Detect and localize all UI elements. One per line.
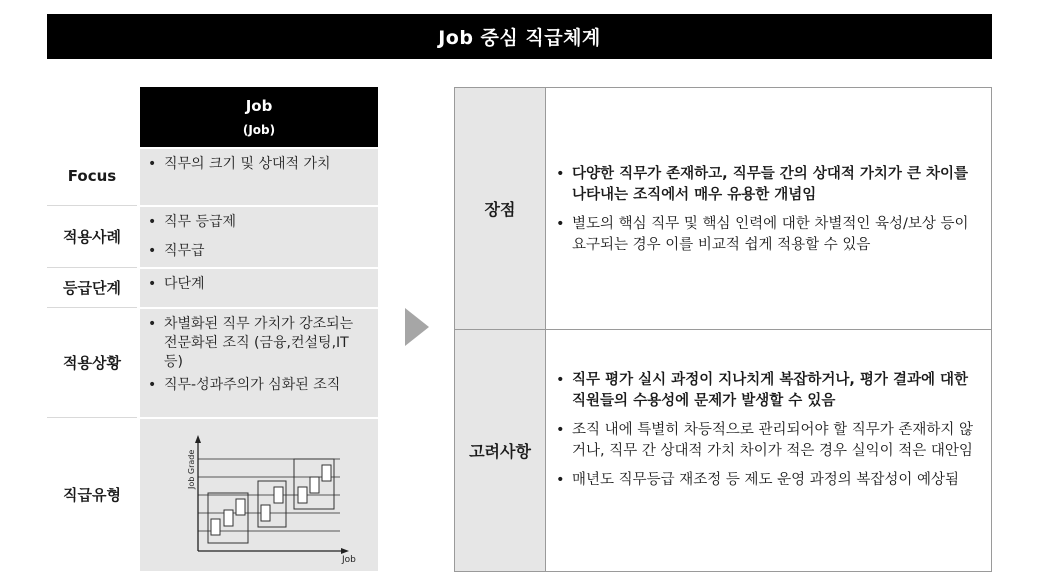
row-cell xyxy=(140,307,378,417)
row-cell xyxy=(140,267,378,307)
pros-cons-table xyxy=(454,87,992,572)
section-body-pros xyxy=(546,164,991,264)
list-item: • 직무급 xyxy=(148,243,205,259)
row-cell xyxy=(140,417,378,571)
job-group-1 xyxy=(208,493,248,543)
job-group-3 xyxy=(294,459,334,509)
page-title: Job 중심 직급체계 xyxy=(47,14,992,59)
section-label-pros: 장점 xyxy=(455,88,546,329)
job-group-2 xyxy=(258,481,286,527)
list-item: • 매년도 직무등급 재조정 등 제도 운영 과정의 복잡성이 예상됨 xyxy=(556,472,960,488)
row-cases xyxy=(47,205,378,267)
list-item: • 직무-성과주의가 심화된 조직 xyxy=(148,377,341,393)
row-cell xyxy=(140,205,378,267)
y-axis-arrow xyxy=(195,435,201,443)
row-situation xyxy=(47,307,378,417)
row-label: 직급유형 xyxy=(47,417,137,571)
row-label: 등급단계 xyxy=(47,267,137,307)
row-type xyxy=(47,417,378,571)
row-label: 적용상황 xyxy=(47,307,137,417)
arrow-right-icon xyxy=(405,308,429,346)
list-item: • 직무 평가 실시 과정이 지나치게 복잡하거나, 평가 결과에 대한 직원들의 수용성에 문제가 발생할 수 있음 xyxy=(556,372,969,409)
list-item: • 조직 내에 특별히 차등적으로 관리되어야 할 직무가 존재하지 않거나, 직무 간 상대적 가치 차이가 적은 경우 실익이 적은 대안임 xyxy=(556,422,974,459)
job-grade-diagram xyxy=(140,419,378,573)
section-body-considerations xyxy=(546,370,991,499)
section-label-considerations: 고려사항 xyxy=(455,330,546,571)
y-axis-label: Job Grade xyxy=(187,449,196,489)
row-label: 적용사례 xyxy=(47,205,137,267)
x-axis-label: Job xyxy=(342,555,356,565)
list-item: • 다단계 xyxy=(148,276,205,292)
list-item: • 차별화된 직무 가치가 강조되는 전문화된 조직 (금융,컨설팅,IT 등) xyxy=(148,316,354,370)
job-header-title: Job xyxy=(245,97,273,115)
x-axis-arrow xyxy=(341,548,349,554)
row-focus xyxy=(47,147,378,205)
list-item: • 별도의 핵심 직무 및 핵심 인력에 대한 차별적인 육성/보상 등이 요구되는 경우 이를 비교적 쉽게 적용할 수 있음 xyxy=(556,216,969,253)
row-levels xyxy=(47,267,378,307)
job-header-subtitle: (Job) xyxy=(242,123,276,137)
row-label: Focus xyxy=(67,167,117,185)
job-column-header xyxy=(140,87,378,147)
list-item: • 직무 등급제 xyxy=(148,214,237,230)
list-item: • 직무의 크기 및 상대적 가치 xyxy=(148,156,331,172)
list-item: • 다양한 직무가 존재하고, 직무들 간의 상대적 가치가 큰 차이를 나타내는 조직에서 매우 유용한 개념임 xyxy=(556,166,969,203)
row-cell xyxy=(140,147,378,205)
